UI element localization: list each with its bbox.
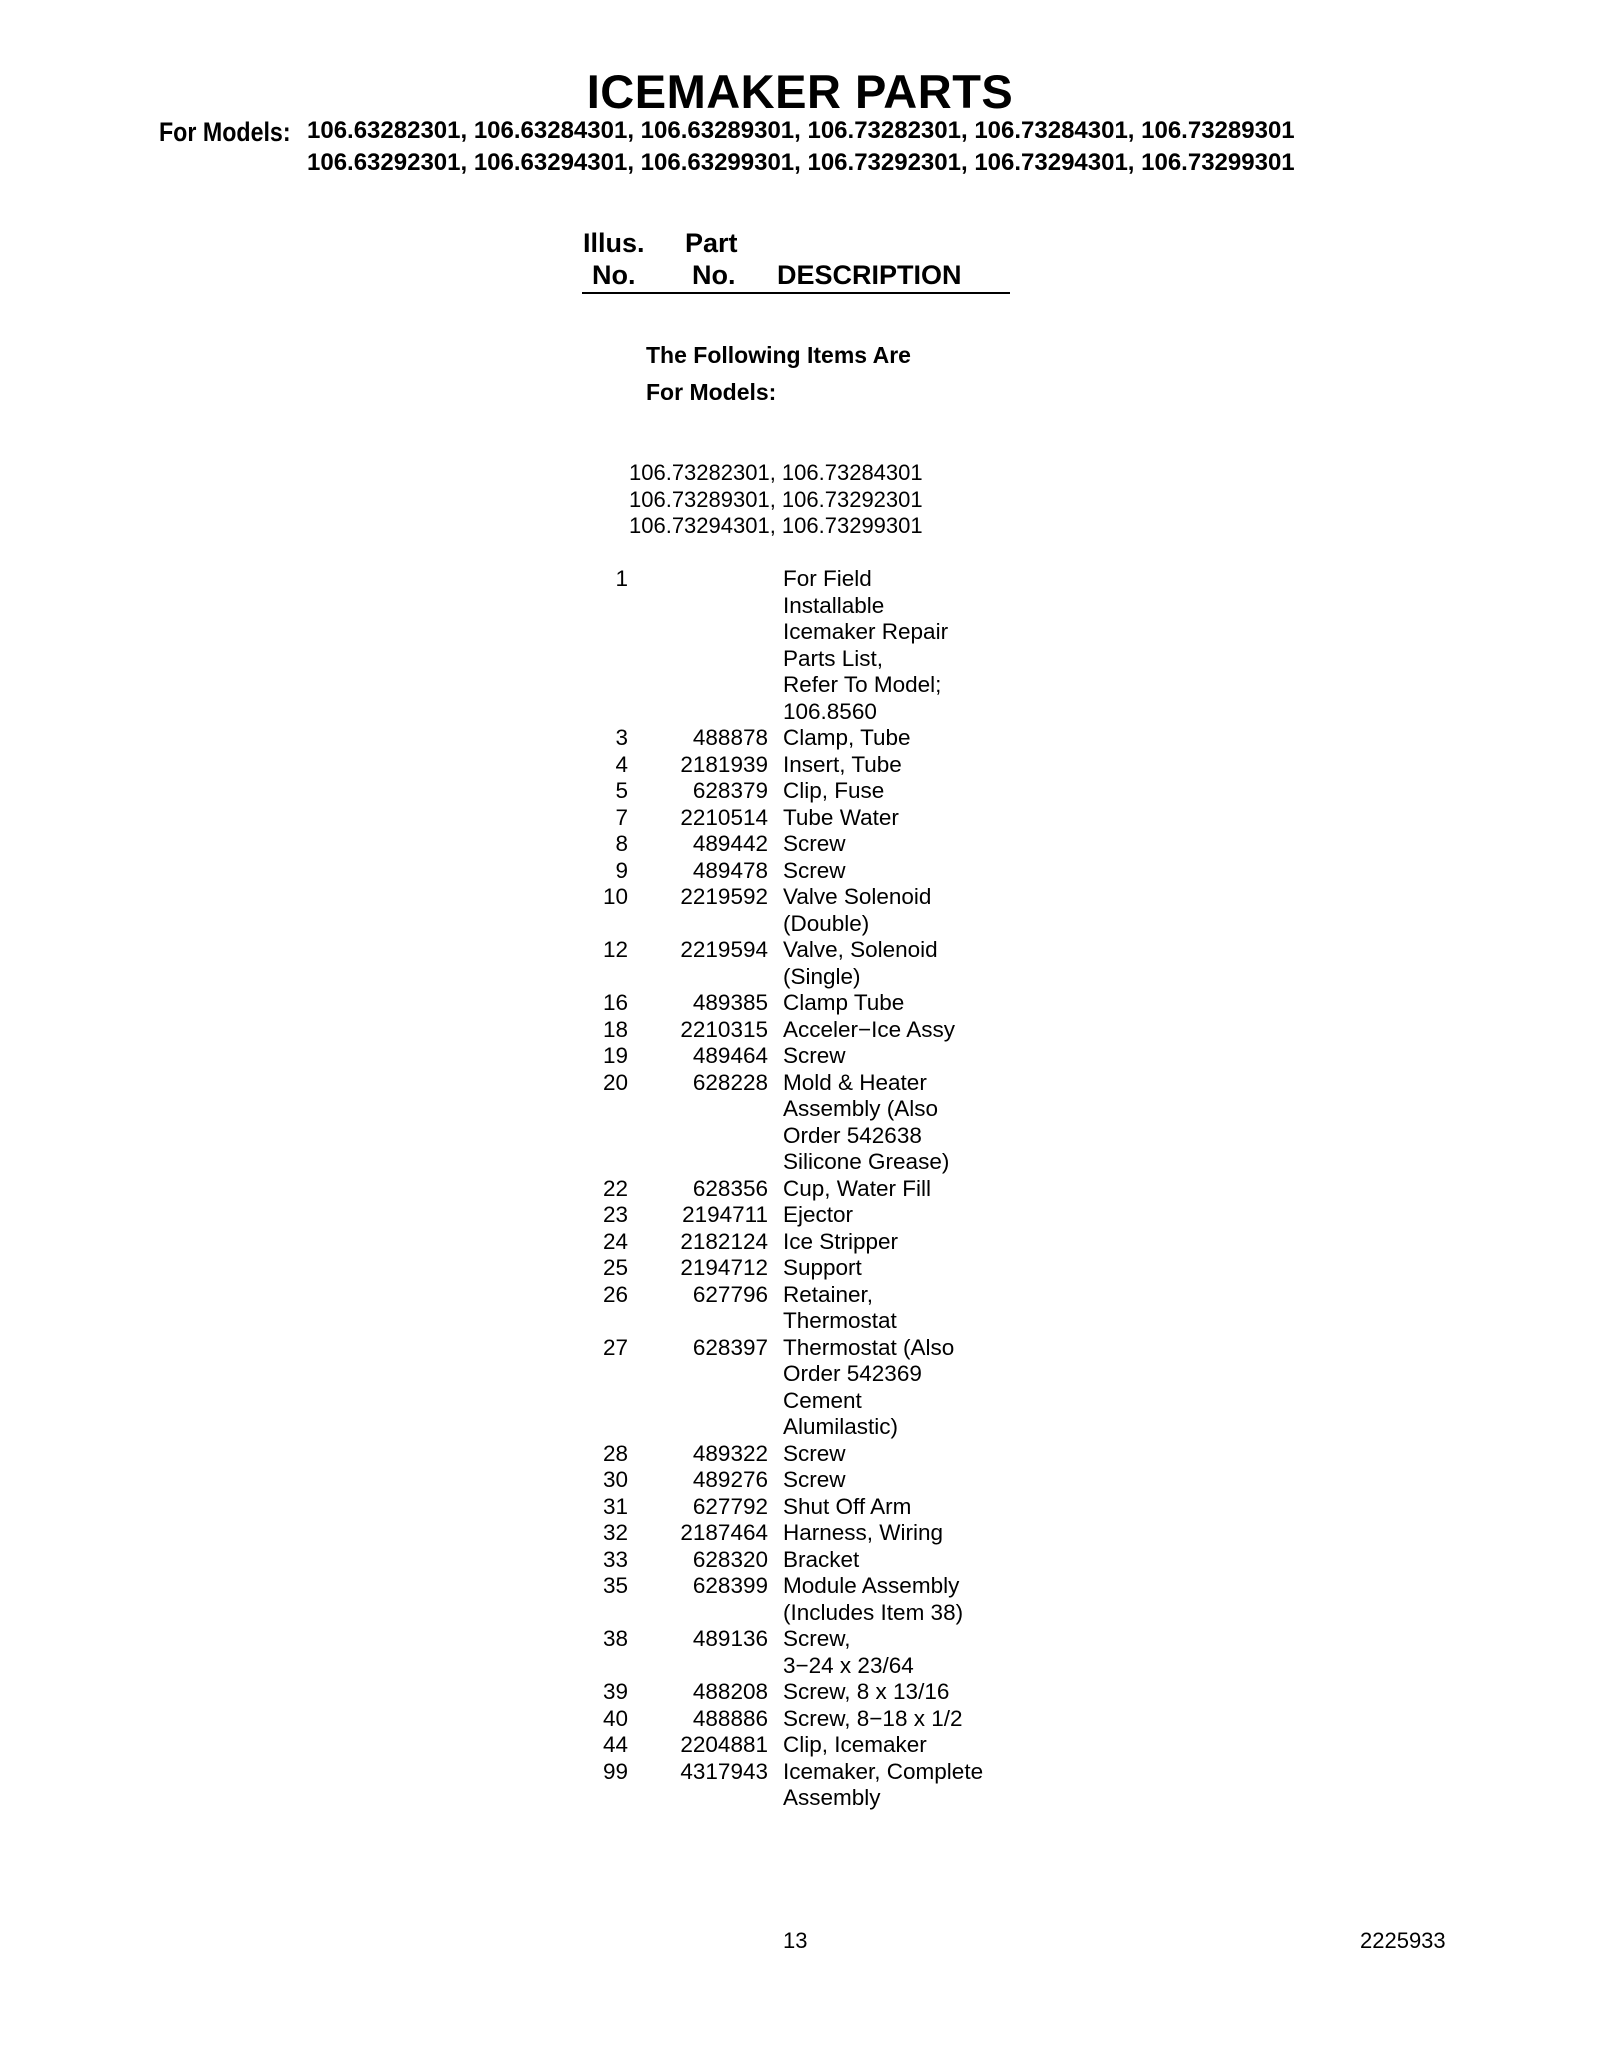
illus-number: 7 <box>615 804 628 830</box>
part-number: 489322 <box>692 1440 768 1466</box>
part-description <box>783 778 1043 805</box>
header-description: DESCRIPTION <box>777 260 962 290</box>
description-line: Thermostat <box>783 1308 897 1333</box>
header-part-no: No. <box>692 260 736 290</box>
part-number: 628228 <box>692 1069 768 1095</box>
description-line: Parts List, <box>783 645 884 671</box>
part-description <box>783 1335 1043 1441</box>
table-row <box>580 1547 1043 1574</box>
header-divider <box>582 292 1010 294</box>
illus-number: 19 <box>602 1043 628 1068</box>
part-description <box>783 1679 1043 1706</box>
part-number: 488878 <box>692 725 768 750</box>
part-number: 2182124 <box>680 1228 768 1254</box>
table-row <box>580 1043 1043 1070</box>
illus-number: 99 <box>602 1758 628 1784</box>
description-line: Screw <box>783 1467 846 1492</box>
part-description <box>783 1759 1043 1812</box>
table-row <box>580 1070 1043 1176</box>
illus-number: 30 <box>602 1467 628 1492</box>
part-description <box>783 805 1043 832</box>
part-description <box>783 1732 1043 1759</box>
table-row <box>580 1282 1043 1335</box>
part-description <box>783 1176 1043 1203</box>
description-line: Screw, 8 x 13/16 <box>783 1679 950 1704</box>
description-line: Screw <box>783 831 846 856</box>
page-title: ICEMAKER PARTS <box>586 65 1014 118</box>
illus-number: 32 <box>602 1520 628 1545</box>
description-line: Tube Water <box>783 804 899 830</box>
description-line: Refer To Model; <box>783 672 942 697</box>
part-description <box>783 1043 1043 1070</box>
illus-number: 26 <box>602 1281 628 1307</box>
illus-number: 25 <box>602 1255 628 1280</box>
description-line: For Field <box>783 566 872 591</box>
description-line: Thermostat (Also <box>783 1334 955 1360</box>
part-number: 2219592 <box>680 884 768 909</box>
part-description <box>783 1441 1043 1468</box>
part-description <box>783 1467 1043 1494</box>
description-line: Acceler−Ice Assy <box>783 1016 955 1042</box>
description-line: Icemaker, Complete <box>783 1758 984 1784</box>
description-line: Icemaker Repair <box>783 619 949 644</box>
table-row <box>580 1202 1043 1229</box>
header-illus: Illus. <box>583 228 645 258</box>
part-number: 489276 <box>692 1467 768 1492</box>
part-number: 489464 <box>692 1043 768 1068</box>
description-line: Ejector <box>783 1202 854 1227</box>
applicable-models <box>629 460 923 540</box>
part-number: 628356 <box>692 1175 768 1201</box>
illus-number: 23 <box>602 1202 628 1227</box>
part-number: 2210315 <box>680 1016 768 1042</box>
table-row <box>580 778 1043 805</box>
description-line: Screw, <box>783 1626 851 1651</box>
illus-number: 1 <box>615 566 628 591</box>
part-number: 2204881 <box>680 1732 768 1757</box>
table-row <box>580 1335 1043 1441</box>
description-line: Module Assembly <box>783 1573 960 1598</box>
table-row <box>580 1176 1043 1203</box>
part-description <box>783 1520 1043 1547</box>
part-number: 489478 <box>692 857 768 883</box>
part-number: 489442 <box>692 831 768 856</box>
part-description <box>783 725 1043 752</box>
table-row <box>580 990 1043 1017</box>
part-description <box>783 1070 1043 1176</box>
illus-number: 12 <box>602 937 628 962</box>
illus-number: 22 <box>602 1175 628 1201</box>
part-number: 628379 <box>692 778 768 803</box>
applicable-models-line: 106.73289301, 106.73292301 <box>629 486 923 512</box>
table-row <box>580 937 1043 990</box>
description-line: Screw <box>783 857 846 883</box>
part-number: 2219594 <box>680 937 768 962</box>
part-number: 627792 <box>692 1493 768 1519</box>
description-line: Valve, Solenoid <box>783 937 938 962</box>
applicable-models-line: 106.73282301, 106.73284301 <box>629 460 923 485</box>
description-line: Clip, Fuse <box>783 778 885 803</box>
part-number: 628397 <box>692 1334 768 1360</box>
description-line: Alumilastic) <box>783 1414 899 1439</box>
part-description <box>783 1229 1043 1256</box>
illus-number: 8 <box>615 831 628 856</box>
part-description <box>783 566 1043 725</box>
table-row <box>580 1626 1043 1679</box>
part-number: 489136 <box>692 1626 768 1651</box>
illus-number: 18 <box>602 1016 628 1042</box>
models-list-line-1: 106.63282301, 106.63284301, 106.63289301, 106.73282301, 106.73284301, 106.73289301 <box>307 117 1295 144</box>
header-part: Part <box>685 228 738 258</box>
illus-number: 4 <box>615 751 628 777</box>
part-description <box>783 1282 1043 1335</box>
part-number: 2181939 <box>680 751 768 777</box>
table-row <box>580 884 1043 937</box>
illus-number: 24 <box>602 1228 628 1254</box>
description-line: Support <box>783 1255 862 1280</box>
part-number: 2194711 <box>682 1202 768 1227</box>
description-line: Order 542369 <box>783 1361 922 1386</box>
part-number: 628320 <box>692 1546 768 1572</box>
illus-number: 16 <box>602 990 628 1015</box>
part-number: 488208 <box>692 1679 768 1704</box>
table-row <box>580 1732 1043 1759</box>
part-description <box>783 1626 1043 1679</box>
intro-line-2: For Models: <box>646 379 777 405</box>
part-number: 2210514 <box>680 804 768 830</box>
part-number: 627796 <box>692 1281 768 1307</box>
part-description <box>783 831 1043 858</box>
table-row <box>580 805 1043 832</box>
table-row <box>580 1759 1043 1812</box>
table-row <box>580 1229 1043 1256</box>
description-line: Insert, Tube <box>783 751 902 777</box>
description-line: Clip, Icemaker <box>783 1732 927 1757</box>
description-line: Order 542638 <box>783 1122 922 1148</box>
part-description <box>783 1202 1043 1229</box>
part-description <box>783 1255 1043 1282</box>
part-number: 489385 <box>692 990 768 1015</box>
table-row <box>580 1441 1043 1468</box>
table-row <box>580 1255 1043 1282</box>
description-line: Clamp Tube <box>783 990 905 1015</box>
table-row <box>580 1520 1043 1547</box>
description-line: Assembly <box>783 1785 881 1810</box>
description-line: Assembly (Also <box>783 1096 939 1121</box>
description-line: Harness, Wiring <box>783 1520 944 1545</box>
illus-number: 44 <box>602 1732 628 1757</box>
description-line: Clamp, Tube <box>783 725 911 750</box>
part-number: 628399 <box>692 1573 768 1598</box>
part-description <box>783 990 1043 1017</box>
description-line: Screw <box>783 1043 846 1068</box>
applicable-models-line: 106.73294301, 106.73299301 <box>629 513 923 538</box>
table-row <box>580 566 1043 725</box>
illus-number: 28 <box>602 1440 628 1466</box>
parts-table <box>580 566 1043 1812</box>
table-row <box>580 725 1043 752</box>
illus-number: 33 <box>602 1546 628 1572</box>
table-row <box>580 1467 1043 1494</box>
description-line: (Double) <box>783 910 870 936</box>
part-description <box>783 858 1043 885</box>
description-line: Mold & Heater <box>783 1069 927 1095</box>
description-line: Installable <box>783 592 885 618</box>
illus-number: 5 <box>615 778 628 803</box>
table-row <box>580 1017 1043 1044</box>
description-line: Cement <box>783 1387 862 1413</box>
table-row <box>580 858 1043 885</box>
header-illus-no: No. <box>592 260 636 290</box>
illus-number: 27 <box>602 1334 628 1360</box>
description-line: Ice Stripper <box>783 1228 899 1254</box>
table-row <box>580 831 1043 858</box>
intro-line-1: The Following Items Are <box>646 342 911 368</box>
description-line: (Single) <box>783 963 861 989</box>
illus-number: 39 <box>602 1679 628 1704</box>
part-description <box>783 1017 1043 1044</box>
table-row <box>580 1706 1043 1733</box>
description-line: Screw <box>783 1440 846 1466</box>
part-number <box>628 566 768 725</box>
part-description <box>783 1706 1043 1733</box>
description-line: 3−24 x 23/64 <box>783 1652 914 1678</box>
part-number: 4317943 <box>680 1758 768 1784</box>
page-number: 13 <box>783 1928 808 1953</box>
table-row <box>580 1494 1043 1521</box>
illus-number: 3 <box>615 725 628 750</box>
part-description <box>783 1547 1043 1574</box>
part-description <box>783 1494 1043 1521</box>
description-line: Shut Off Arm <box>783 1493 912 1519</box>
illus-number: 38 <box>602 1626 628 1651</box>
table-row <box>580 1573 1043 1626</box>
models-list-line-2: 106.63292301, 106.63294301, 106.63299301, 106.73292301, 106.73294301, 106.73299301 <box>307 149 1295 176</box>
models-label: For Models: <box>159 117 291 147</box>
illus-number: 10 <box>602 884 628 909</box>
description-line: Retainer, <box>783 1281 874 1307</box>
part-number: 2194712 <box>680 1255 768 1280</box>
part-description <box>783 1573 1043 1626</box>
part-description <box>783 937 1043 990</box>
part-number: 2187464 <box>680 1520 768 1545</box>
table-row <box>580 752 1043 779</box>
illus-number: 40 <box>602 1705 628 1731</box>
part-description <box>783 752 1043 779</box>
description-line: Screw, 8−18 x 1/2 <box>783 1705 963 1731</box>
illus-number: 31 <box>602 1493 628 1519</box>
illus-number: 35 <box>602 1573 628 1598</box>
part-number: 488886 <box>692 1705 768 1731</box>
description-line: Valve Solenoid <box>783 884 932 909</box>
illus-number: 9 <box>615 857 628 883</box>
document-number: 2225933 <box>1360 1928 1446 1953</box>
description-line: Bracket <box>783 1546 860 1572</box>
description-line: 106.8560 <box>783 698 877 724</box>
description-line: Silicone Grease) <box>783 1149 950 1174</box>
part-description <box>783 884 1043 937</box>
description-line: (Includes Item 38) <box>783 1599 964 1625</box>
description-line: Cup, Water Fill <box>783 1175 931 1201</box>
illus-number: 20 <box>602 1069 628 1095</box>
table-row <box>580 1679 1043 1706</box>
